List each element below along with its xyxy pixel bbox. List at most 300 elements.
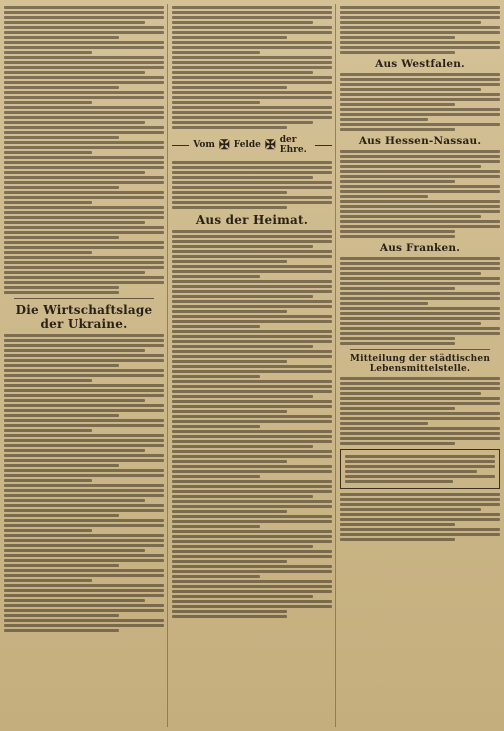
- text-line: [340, 257, 500, 260]
- text-line: [340, 342, 455, 345]
- text-line: [4, 221, 145, 224]
- text-line: [172, 430, 332, 433]
- section-ornament: [172, 135, 332, 155]
- text-line: [4, 599, 145, 602]
- text-line: [172, 250, 332, 253]
- text-line: [340, 397, 500, 400]
- text-line: [172, 370, 332, 373]
- text-line: [172, 71, 313, 74]
- text-line: [340, 88, 481, 91]
- text-line: [4, 76, 164, 79]
- text-line: [172, 285, 332, 288]
- text-line: [172, 76, 332, 79]
- text-line: [340, 150, 500, 153]
- text-line: [172, 570, 332, 573]
- text-line: [172, 46, 332, 49]
- text-line: [340, 432, 500, 435]
- text-line: [340, 503, 500, 506]
- column-divider: [335, 4, 336, 727]
- text-line: [340, 377, 500, 380]
- text-line: [4, 51, 92, 54]
- text-line: [4, 544, 164, 547]
- text-line: [172, 270, 332, 273]
- text-line: [172, 380, 332, 383]
- text-line: [172, 475, 260, 478]
- text-line: [345, 455, 495, 458]
- text-line: [340, 412, 500, 415]
- text-line: [4, 499, 145, 502]
- text-line: [340, 382, 500, 385]
- text-line: [172, 116, 332, 119]
- text-line: [172, 585, 332, 588]
- text-line: [172, 206, 287, 209]
- article-body: [340, 150, 500, 238]
- text-line: [340, 36, 455, 39]
- text-line: [4, 71, 145, 74]
- text-line: [4, 111, 164, 114]
- text-line: [4, 41, 164, 44]
- text-line: [340, 498, 500, 501]
- text-line: [172, 86, 287, 89]
- text-line: [4, 246, 164, 249]
- text-line: [340, 322, 481, 325]
- text-line: [4, 216, 164, 219]
- text-line: [172, 305, 332, 308]
- text-line: [4, 286, 119, 289]
- text-line: [4, 156, 164, 159]
- text-line: [4, 241, 164, 244]
- text-line: [4, 429, 92, 432]
- section-heading: Aus Westfalen.: [375, 58, 465, 70]
- text-line: [340, 518, 500, 521]
- text-line: [172, 360, 287, 363]
- text-line: [172, 330, 332, 333]
- text-line: [172, 310, 287, 313]
- text-line: [172, 395, 313, 398]
- text-line: [340, 170, 500, 173]
- text-line: [340, 287, 455, 290]
- text-line: [4, 519, 164, 522]
- text-line: [172, 96, 332, 99]
- article-title: Aus der Heimat.: [195, 213, 309, 227]
- text-line: [340, 180, 455, 183]
- text-line: [4, 484, 164, 487]
- section-heading: Aus Franken.: [379, 242, 461, 254]
- text-line: [172, 375, 260, 378]
- notice-box: [340, 449, 500, 489]
- text-line: [172, 275, 260, 278]
- text-line: [4, 479, 92, 482]
- text-line: [4, 569, 164, 572]
- text-line: [340, 51, 455, 54]
- text-line: [4, 171, 145, 174]
- text-line: [340, 215, 481, 218]
- text-line: [4, 11, 164, 14]
- article-body: [340, 493, 500, 541]
- text-line: [172, 36, 287, 39]
- text-line: [4, 166, 164, 169]
- text-line: [4, 369, 164, 372]
- text-line: [4, 489, 164, 492]
- text-line: [4, 281, 164, 284]
- text-line: [172, 300, 332, 303]
- article-body: [340, 257, 500, 345]
- article-body: [172, 230, 332, 618]
- text-line: [340, 46, 500, 49]
- text-line: [345, 465, 495, 468]
- text-line: [4, 261, 164, 264]
- text-line: [4, 509, 164, 512]
- text-line: [4, 454, 164, 457]
- text-line: [4, 344, 164, 347]
- text-line: [4, 594, 164, 597]
- text-line: [4, 334, 164, 337]
- text-line: [340, 31, 500, 34]
- text-line: [340, 533, 500, 536]
- text-line: [340, 220, 500, 223]
- text-line: [172, 445, 313, 448]
- text-line: [172, 510, 287, 513]
- text-line: [340, 513, 500, 516]
- text-line: [340, 267, 500, 270]
- text-line: [340, 422, 428, 425]
- text-line: [4, 236, 119, 239]
- text-line: [172, 255, 332, 258]
- text-line: [172, 111, 332, 114]
- text-line: [172, 600, 332, 603]
- text-line: [172, 525, 260, 528]
- text-line: [172, 400, 332, 403]
- text-line: [172, 580, 332, 583]
- text-line: [4, 36, 119, 39]
- text-line: [345, 460, 495, 463]
- text-line: [172, 460, 287, 463]
- text-line: [4, 404, 164, 407]
- text-line: [340, 165, 481, 168]
- text-line: [4, 434, 164, 437]
- text-line: [172, 505, 332, 508]
- text-line: [172, 280, 332, 283]
- text-line: [172, 101, 260, 104]
- text-line: [172, 595, 313, 598]
- text-line: [172, 465, 332, 468]
- notice-body: [345, 455, 495, 483]
- text-line: [340, 210, 500, 213]
- text-line: [4, 266, 164, 269]
- text-line: [340, 200, 500, 203]
- text-line: [4, 379, 92, 382]
- section-heading: Mitteilung der städtischen Lebensmittelstelle.: [349, 354, 491, 374]
- text-line: [4, 504, 164, 507]
- text-line: [4, 384, 164, 387]
- text-line: [340, 128, 455, 131]
- text-line: [340, 402, 500, 405]
- article-body: [4, 334, 164, 632]
- column-1: [4, 4, 164, 727]
- text-line: [172, 126, 287, 129]
- text-line: [4, 66, 164, 69]
- text-line: [172, 320, 332, 323]
- text-line: [172, 540, 332, 543]
- text-line: [4, 614, 119, 617]
- text-line: [172, 51, 260, 54]
- text-line: [4, 201, 92, 204]
- text-line: [172, 565, 332, 568]
- text-line: [172, 405, 332, 408]
- text-line: [340, 73, 500, 76]
- text-line: [4, 91, 164, 94]
- column-divider: [167, 4, 168, 727]
- text-line: [4, 459, 164, 462]
- text-line: [172, 21, 313, 24]
- text-line: [4, 196, 164, 199]
- text-line: [172, 550, 332, 553]
- text-line: [4, 6, 164, 9]
- text-line: [172, 121, 313, 124]
- text-line: [4, 524, 164, 527]
- ornament-text: der Ehre.: [279, 135, 307, 155]
- text-line: [172, 575, 260, 578]
- text-line: [340, 113, 500, 116]
- text-line: [4, 131, 164, 134]
- text-line: [4, 534, 164, 537]
- ornament-bar: [172, 145, 189, 146]
- text-line: [340, 312, 500, 315]
- text-line: [4, 394, 164, 397]
- text-line: [4, 231, 164, 234]
- text-line: [4, 359, 164, 362]
- text-line: [4, 624, 164, 627]
- text-line: [340, 327, 500, 330]
- column-2: [172, 4, 332, 727]
- text-line: [340, 302, 428, 305]
- text-line: [340, 190, 500, 193]
- text-line: [4, 529, 92, 532]
- text-line: [4, 424, 164, 427]
- iron-cross-icon: ✠: [264, 137, 276, 153]
- text-line: [340, 21, 481, 24]
- text-line: [4, 121, 145, 124]
- text-line: [4, 619, 164, 622]
- text-line: [4, 604, 164, 607]
- text-line: [340, 230, 455, 233]
- text-line: [172, 610, 287, 613]
- text-line: [340, 41, 500, 44]
- text-line: [172, 470, 332, 473]
- text-line: [340, 437, 500, 440]
- text-line: [4, 589, 164, 592]
- text-line: [340, 508, 481, 511]
- text-line: [340, 493, 500, 496]
- text-line: [340, 528, 500, 531]
- text-line: [4, 414, 119, 417]
- text-line: [172, 590, 332, 593]
- text-line: [4, 136, 119, 139]
- text-line: [340, 93, 500, 96]
- text-line: [172, 340, 332, 343]
- text-line: [4, 554, 164, 557]
- text-line: [340, 538, 455, 541]
- text-line: [172, 545, 313, 548]
- text-line: [172, 31, 332, 34]
- text-line: [4, 609, 164, 612]
- text-line: [172, 555, 332, 558]
- text-line: [172, 235, 332, 238]
- text-line: [4, 514, 119, 517]
- text-line: [4, 549, 145, 552]
- text-line: [172, 425, 260, 428]
- text-line: [172, 201, 332, 204]
- text-line: [4, 186, 119, 189]
- text-line: [172, 81, 332, 84]
- text-line: [4, 584, 164, 587]
- text-line: [172, 245, 313, 248]
- text-line: [172, 485, 332, 488]
- text-line: [4, 354, 164, 357]
- article-body: [340, 377, 500, 445]
- text-line: [4, 96, 164, 99]
- text-line: [4, 211, 164, 214]
- text-line: [4, 116, 164, 119]
- text-line: [172, 415, 332, 418]
- text-line: [340, 235, 455, 238]
- text-line: [4, 374, 164, 377]
- text-line: [4, 559, 164, 562]
- text-line: [340, 123, 500, 126]
- text-line: [340, 118, 428, 121]
- text-line: [172, 335, 332, 338]
- text-line: [4, 81, 164, 84]
- section-heading: Aus Hessen-Nassau.: [358, 135, 482, 147]
- text-line: [172, 515, 332, 518]
- text-line: [4, 56, 164, 59]
- text-line: [4, 141, 164, 144]
- text-line: [172, 230, 332, 233]
- text-line: [4, 106, 164, 109]
- text-line: [4, 574, 164, 577]
- text-line: [4, 206, 164, 209]
- text-line: [340, 407, 455, 410]
- text-line: [4, 439, 164, 442]
- text-line: [345, 480, 453, 483]
- text-line: [340, 6, 500, 9]
- text-line: [172, 191, 287, 194]
- text-line: [340, 297, 500, 300]
- text-line: [172, 440, 332, 443]
- text-line: [172, 325, 260, 328]
- text-line: [172, 6, 332, 9]
- text-line: [4, 126, 164, 129]
- text-line: [172, 365, 332, 368]
- text-line: [172, 171, 332, 174]
- text-line: [172, 106, 332, 109]
- text-line: [4, 539, 164, 542]
- text-line: [172, 240, 332, 243]
- text-line: [340, 317, 500, 320]
- text-line: [340, 108, 500, 111]
- text-line: [4, 256, 164, 259]
- text-line: [340, 225, 500, 228]
- text-line: [340, 282, 500, 285]
- text-line: [4, 46, 164, 49]
- text-line: [345, 470, 477, 473]
- text-line: [340, 292, 500, 295]
- text-line: [172, 605, 332, 608]
- text-line: [340, 78, 500, 81]
- article-title: Die Wirtschaftslage der Ukraine.: [15, 303, 153, 331]
- text-line: [340, 185, 500, 188]
- text-line: [172, 455, 332, 458]
- column-3: [340, 4, 500, 727]
- text-line: [172, 500, 332, 503]
- text-line: [340, 392, 481, 395]
- text-line: [4, 349, 145, 352]
- text-line: [340, 417, 500, 420]
- text-line: [4, 151, 92, 154]
- text-line: [340, 427, 500, 430]
- text-line: [172, 615, 287, 618]
- text-line: [4, 226, 164, 229]
- text-line: [172, 290, 332, 293]
- text-line: [172, 480, 332, 483]
- text-line: [340, 11, 500, 14]
- text-line: [340, 103, 455, 106]
- text-line: [340, 262, 500, 265]
- text-line: [4, 16, 164, 19]
- text-line: [340, 155, 500, 158]
- text-line: [4, 61, 164, 64]
- text-line: [172, 315, 332, 318]
- text-line: [172, 161, 332, 164]
- text-line: [340, 205, 500, 208]
- text-line: [340, 387, 500, 390]
- text-line: [4, 339, 164, 342]
- text-line: [340, 195, 428, 198]
- text-line: [4, 86, 119, 89]
- iron-cross-icon: ✠: [218, 137, 230, 153]
- text-line: [172, 56, 332, 59]
- text-line: [172, 295, 313, 298]
- text-line: [4, 161, 164, 164]
- text-line: [172, 355, 332, 358]
- text-line: [4, 291, 119, 294]
- text-line: [172, 11, 332, 14]
- text-line: [4, 26, 164, 29]
- text-line: [4, 629, 119, 632]
- text-line: [4, 364, 119, 367]
- text-line: [4, 464, 119, 467]
- text-line: [4, 564, 119, 567]
- text-line: [340, 98, 500, 101]
- text-line: [4, 176, 164, 179]
- text-line: [340, 26, 500, 29]
- text-line: [172, 166, 332, 169]
- text-line: [172, 26, 332, 29]
- text-line: [4, 191, 164, 194]
- ornament-text: Felde: [233, 140, 261, 150]
- text-line: [340, 175, 500, 178]
- text-line: [172, 450, 332, 453]
- text-line: [4, 251, 92, 254]
- text-line: [172, 420, 332, 423]
- text-line: [172, 66, 332, 69]
- text-line: [4, 444, 164, 447]
- text-line: [340, 332, 500, 335]
- article-body: [172, 161, 332, 209]
- text-line: [172, 41, 332, 44]
- text-line: [340, 272, 481, 275]
- text-line: [340, 160, 500, 163]
